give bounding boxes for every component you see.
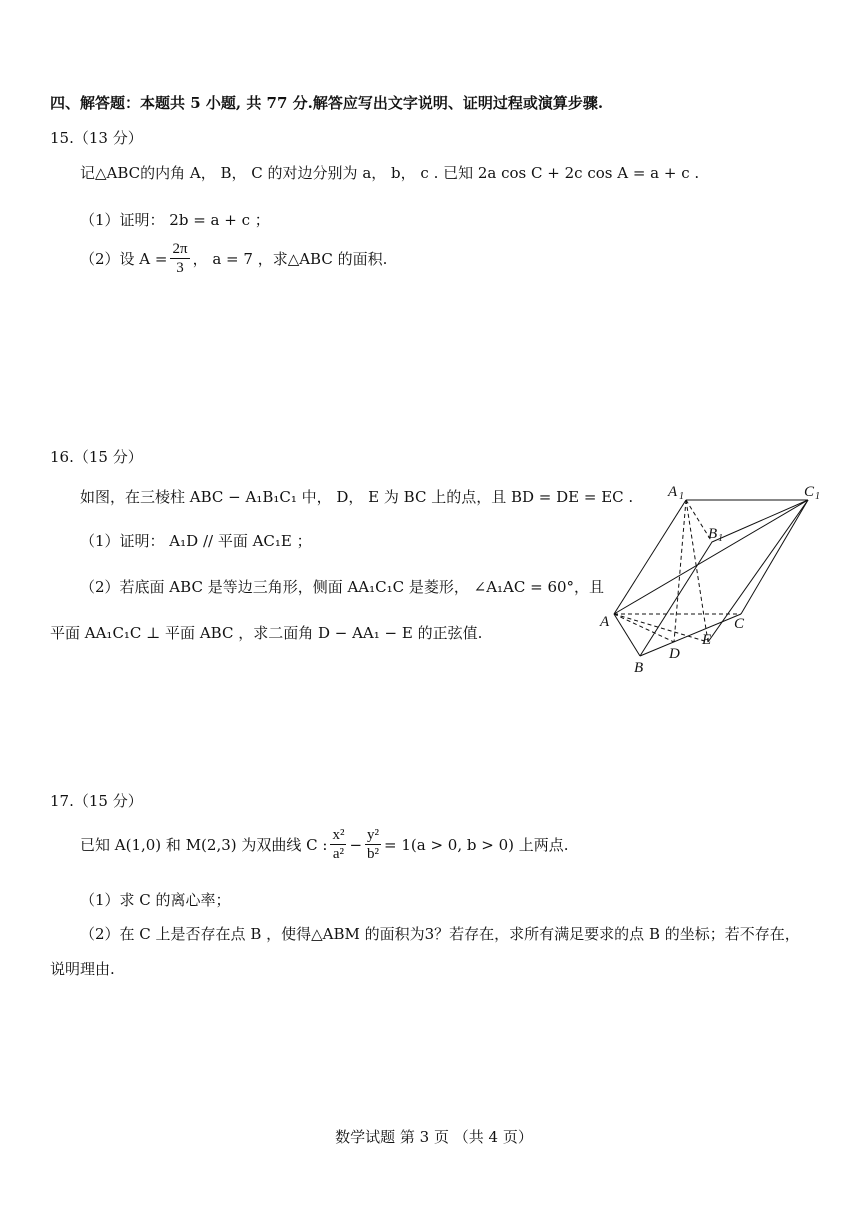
- minus-sign: −: [349, 835, 363, 854]
- vertex-label-c: C: [734, 616, 745, 632]
- vertex-label-a1: A: [668, 484, 678, 500]
- fraction-numerator: 2π: [172, 241, 188, 257]
- vertex-label-e: E: [702, 632, 712, 648]
- problem-16-part-2-cont: 平面 AA₁C₁C ⊥ 平面 ABC ，求二面角 D − AA₁ − E 的正弦值.: [50, 624, 483, 642]
- vertex-label-b1-subscript: 1: [718, 533, 723, 544]
- vertex-label-a: A: [600, 614, 610, 630]
- vertex-label-a1-subscript: 1: [679, 491, 684, 502]
- fraction-y-numerator: y²: [367, 827, 380, 843]
- problem-17-statement-prefix: 已知 A(1,0) 和 M(2,3) 为双曲线 C :: [80, 836, 328, 854]
- prism-figure: [596, 476, 826, 676]
- fraction-x-denominator: a²: [332, 846, 345, 862]
- problem-17-part-1: （1）求 C 的离心率；: [80, 891, 231, 909]
- problem-15-statement: 记△ABC的内角 A， B， C 的对边分别为 a， b， c . 已知 2a cos C + 2c cos A = a + c .: [80, 164, 700, 182]
- vertex-label-b: B: [634, 660, 644, 676]
- vertex-label-d: D: [669, 646, 680, 662]
- problem-17-statement: [80, 826, 569, 863]
- fraction-x: [330, 826, 346, 863]
- problem-17-part-2: （2）在 C 上是否存在点 B ，使得△ABM 的面积为3？若存在，求所有满足要求的点 B 的坐标；若不存在，: [80, 925, 800, 943]
- problem-17-statement-suffix: = 1(a > 0, b > 0) 上两点.: [384, 836, 569, 854]
- vertex-label-c1: C: [804, 484, 815, 500]
- problem-16-number: 16.（15 分）: [50, 448, 143, 466]
- vertex-label-b1: B: [708, 526, 718, 542]
- problem-15-part-2-suffix: ， a = 7 ，求△ABC 的面积.: [192, 250, 388, 268]
- problem-17-part-2-cont: 说明理由.: [50, 960, 115, 978]
- vertex-label-c1-subscript: 1: [815, 491, 820, 502]
- fraction-x-numerator: x²: [332, 827, 345, 843]
- page-footer: 数学试题 第 3 页 （共 4 页）: [335, 1128, 533, 1146]
- fraction: [170, 240, 189, 277]
- problem-16-part-2: （2）若底面 ABC 是等边三角形，侧面 AA₁C₁C 是菱形， ∠A₁AC = 60°，且: [80, 578, 605, 596]
- problem-17-number: 17.（15 分）: [50, 792, 143, 810]
- problem-15-part-2-prefix: （2）设 A =: [80, 250, 168, 268]
- problem-16-part-1: （1）证明： A₁D // 平面 AC₁E ；: [80, 532, 312, 550]
- fraction-y: [365, 826, 381, 863]
- problem-15-part-2: [80, 240, 387, 277]
- fraction-y-denominator: b²: [367, 846, 380, 862]
- fraction-denominator: 3: [176, 260, 184, 276]
- section-heading: 四、解答题：本题共 5 小题, 共 77 分.解答应写出文字说明、证明过程或演算步骤.: [50, 94, 604, 112]
- problem-15-number: 15.（13 分）: [50, 129, 143, 147]
- problem-16-statement: 如图，在三棱柱 ABC − A₁B₁C₁ 中， D， E 为 BC 上的点，且 BD = DE = EC .: [80, 488, 634, 506]
- problem-15-part-1: （1）证明： 2b = a + c ；: [80, 211, 270, 229]
